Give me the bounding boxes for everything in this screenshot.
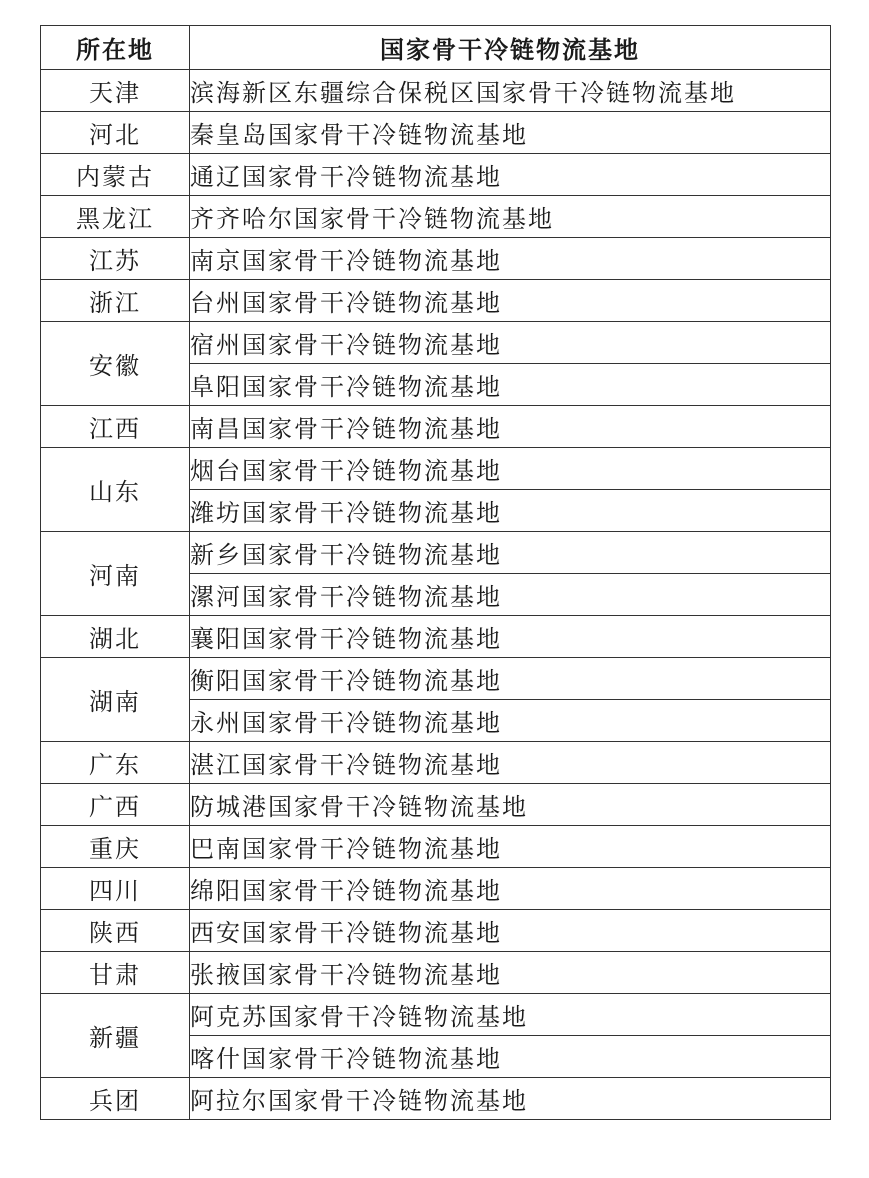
region-cell: 黑龙江 [41,196,190,238]
table-row [41,868,831,910]
table-row [41,910,831,952]
table-row [41,280,831,322]
region-cell: 山东 [41,448,190,532]
region-cell: 兵团 [41,1078,190,1120]
base-cell: 齐齐哈尔国家骨干冷链物流基地 [190,196,831,238]
table-body [41,70,831,1120]
base-cell: 南京国家骨干冷链物流基地 [190,238,831,280]
table-row [41,112,831,154]
base-cell: 永州国家骨干冷链物流基地 [190,700,831,742]
base-cell: 绵阳国家骨干冷链物流基地 [190,868,831,910]
region-cell: 重庆 [41,826,190,868]
table-row [41,196,831,238]
region-cell: 广东 [41,742,190,784]
table-row [41,784,831,826]
table-row [41,406,831,448]
table-row [41,322,831,364]
base-cell: 巴南国家骨干冷链物流基地 [190,826,831,868]
base-cell: 通辽国家骨干冷链物流基地 [190,154,831,196]
base-cell: 漯河国家骨干冷链物流基地 [190,574,831,616]
base-cell: 张掖国家骨干冷链物流基地 [190,952,831,994]
base-cell: 秦皇岛国家骨干冷链物流基地 [190,112,831,154]
base-cell: 阜阳国家骨干冷链物流基地 [190,364,831,406]
table-row [41,658,831,700]
region-cell: 江苏 [41,238,190,280]
base-cell: 宿州国家骨干冷链物流基地 [190,322,831,364]
base-cell: 襄阳国家骨干冷链物流基地 [190,616,831,658]
base-cell: 潍坊国家骨干冷链物流基地 [190,490,831,532]
table-row [41,826,831,868]
table-row [41,616,831,658]
region-cell: 河北 [41,112,190,154]
table-row [41,994,831,1036]
region-cell: 陕西 [41,910,190,952]
table-row [41,70,831,112]
region-cell: 湖南 [41,658,190,742]
region-column-header: 所在地 [41,26,190,70]
region-cell: 湖北 [41,616,190,658]
table-header-row [41,26,831,70]
region-cell: 浙江 [41,280,190,322]
region-cell: 江西 [41,406,190,448]
base-cell: 衡阳国家骨干冷链物流基地 [190,658,831,700]
region-cell: 新疆 [41,994,190,1078]
table-row [41,952,831,994]
region-cell: 天津 [41,70,190,112]
table-row [41,1078,831,1120]
region-cell: 甘肃 [41,952,190,994]
base-cell: 喀什国家骨干冷链物流基地 [190,1036,831,1078]
region-cell: 四川 [41,868,190,910]
base-cell: 南昌国家骨干冷链物流基地 [190,406,831,448]
base-cell: 湛江国家骨干冷链物流基地 [190,742,831,784]
table-row [41,448,831,490]
region-cell: 安徽 [41,322,190,406]
base-cell: 新乡国家骨干冷链物流基地 [190,532,831,574]
base-cell: 阿克苏国家骨干冷链物流基地 [190,994,831,1036]
table-row [41,238,831,280]
base-cell: 阿拉尔国家骨干冷链物流基地 [190,1078,831,1120]
base-column-header: 国家骨干冷链物流基地 [190,26,831,70]
base-cell: 西安国家骨干冷链物流基地 [190,910,831,952]
base-cell: 防城港国家骨干冷链物流基地 [190,784,831,826]
cold-chain-bases-table [40,25,831,1120]
base-cell: 台州国家骨干冷链物流基地 [190,280,831,322]
region-cell: 内蒙古 [41,154,190,196]
table-row [41,742,831,784]
base-cell: 烟台国家骨干冷链物流基地 [190,448,831,490]
table-row [41,532,831,574]
region-cell: 广西 [41,784,190,826]
region-cell: 河南 [41,532,190,616]
table-row [41,154,831,196]
base-cell: 滨海新区东疆综合保税区国家骨干冷链物流基地 [190,70,831,112]
